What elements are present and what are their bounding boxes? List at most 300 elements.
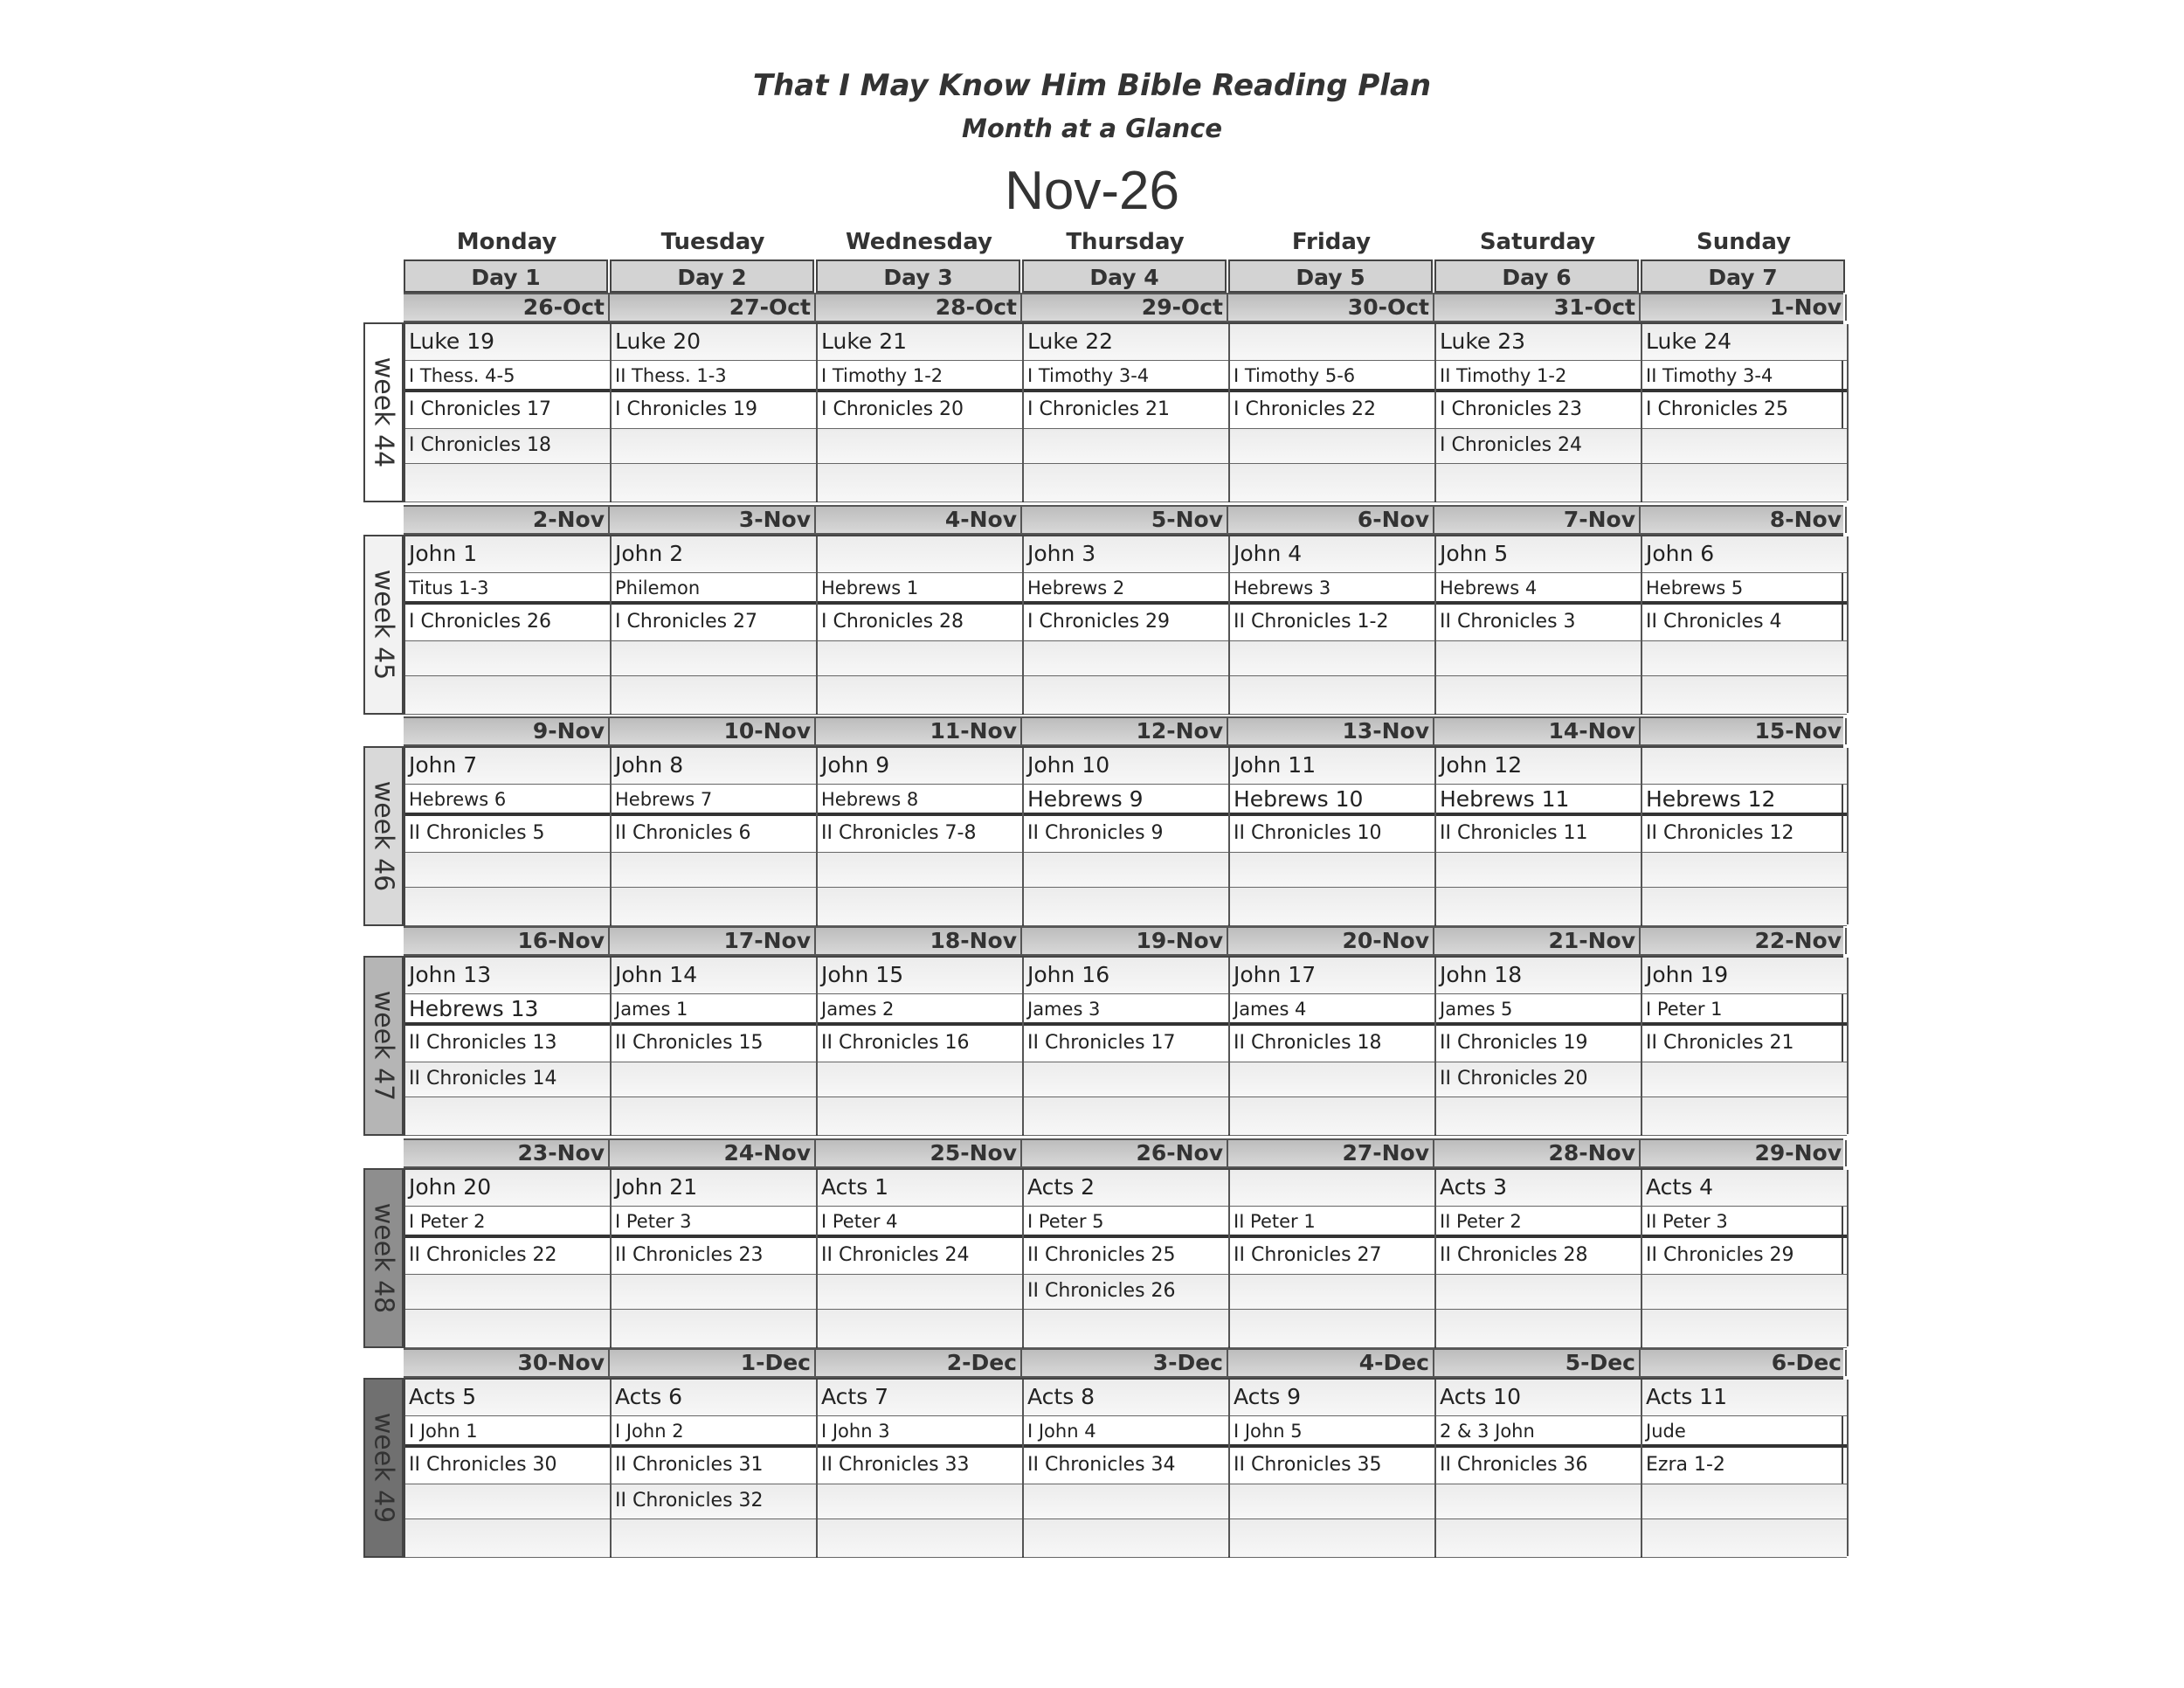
- reading-entry: [612, 1310, 816, 1348]
- reading-entry: John 20: [405, 1170, 610, 1207]
- reading-entry: [405, 1519, 610, 1558]
- reading-entry: Hebrews 10: [1230, 785, 1434, 816]
- reading-entry: Acts 2: [1024, 1170, 1228, 1207]
- reading-entry: [1024, 1097, 1228, 1136]
- reading-entry: [1642, 748, 1847, 785]
- reading-entry: I Chronicles 22: [1230, 392, 1434, 429]
- day-column: [1436, 1380, 1642, 1556]
- reading-entry: [1642, 1310, 1847, 1348]
- day-column: [1230, 1170, 1436, 1346]
- date-band: [404, 505, 1843, 535]
- reading-entry: Ezra 1-2: [1642, 1448, 1847, 1484]
- reading-entry: Hebrews 5: [1642, 573, 1847, 605]
- dayname-wednesday: Wednesday: [846, 229, 992, 255]
- dayname-tuesday: Tuesday: [660, 229, 765, 255]
- reading-entry: I John 4: [1024, 1416, 1228, 1448]
- daynum-1: Day 1: [404, 259, 608, 293]
- reading-entry: John 2: [612, 536, 816, 573]
- reading-entry: John 6: [1642, 536, 1847, 573]
- reading-entry: [818, 676, 1022, 715]
- reading-entry: [1230, 429, 1434, 464]
- reading-entry: John 16: [1024, 958, 1228, 994]
- date-band: [404, 926, 1843, 956]
- week-grid: [404, 746, 1843, 926]
- reading-entry: [1230, 853, 1434, 888]
- reading-entry: [405, 464, 610, 502]
- week-label: [363, 1168, 404, 1348]
- reading-entry: II Chronicles 31: [612, 1448, 816, 1484]
- daynum-7: Day 7: [1641, 259, 1845, 293]
- date-cell: 30-Oct: [1228, 294, 1434, 321]
- reading-entry: II Chronicles 5: [405, 816, 610, 853]
- reading-entry: II Chronicles 18: [1230, 1026, 1434, 1062]
- reading-entry: II Chronicles 6: [612, 816, 816, 853]
- reading-entry: 2 & 3 John: [1436, 1416, 1641, 1448]
- date-cell: 10-Nov: [610, 718, 816, 744]
- reading-entry: I John 5: [1230, 1416, 1434, 1448]
- date-cell: 24-Nov: [610, 1140, 816, 1166]
- reading-entry: Luke 20: [612, 324, 816, 361]
- date-cell: 1-Nov: [1641, 294, 1847, 321]
- reading-entry: [1024, 429, 1228, 464]
- reading-entry: [1436, 1097, 1641, 1136]
- date-cell: 1-Dec: [610, 1350, 816, 1376]
- reading-entry: [1642, 464, 1847, 502]
- reading-entry: II Chronicles 36: [1436, 1448, 1641, 1484]
- reading-entry: I Chronicles 25: [1642, 392, 1847, 429]
- day-column: [1230, 536, 1436, 713]
- date-cell: 6-Dec: [1641, 1350, 1847, 1376]
- reading-entry: [818, 429, 1022, 464]
- reading-entry: II Chronicles 14: [405, 1062, 610, 1097]
- reading-entry: John 8: [612, 748, 816, 785]
- reading-entry: John 9: [818, 748, 1022, 785]
- day-column: [1024, 748, 1230, 924]
- week-label-text: week 47: [368, 990, 399, 1102]
- reading-entry: James 3: [1024, 994, 1228, 1026]
- reading-entry: I Chronicles 20: [818, 392, 1022, 429]
- reading-entry: John 21: [612, 1170, 816, 1207]
- date-cell: 21-Nov: [1434, 928, 1641, 954]
- day-column: [818, 1380, 1024, 1556]
- day-column: [1642, 1170, 1849, 1346]
- reading-entry: [818, 536, 1022, 573]
- day-column: [612, 748, 818, 924]
- reading-entry: Hebrews 8: [818, 785, 1022, 816]
- week-label: [363, 956, 404, 1136]
- month-label: Nov-26: [1005, 161, 1179, 221]
- reading-entry: [818, 1062, 1022, 1097]
- reading-entry: [818, 1484, 1022, 1519]
- day-column: [1642, 1380, 1849, 1556]
- date-cell: 20-Nov: [1228, 928, 1434, 954]
- week-label-text: week 45: [368, 569, 399, 681]
- date-band: [404, 1348, 1843, 1378]
- reading-entry: Hebrews 12: [1642, 785, 1847, 816]
- reading-entry: [1642, 676, 1847, 715]
- reading-entry: [612, 464, 816, 502]
- week-label: [363, 1378, 404, 1558]
- reading-entry: John 10: [1024, 748, 1228, 785]
- day-column: [612, 1170, 818, 1346]
- date-band: [404, 293, 1843, 322]
- reading-entry: Hebrews 6: [405, 785, 610, 816]
- reading-entry: [1436, 1275, 1641, 1310]
- reading-entry: [1642, 1062, 1847, 1097]
- reading-entry: II Chronicles 1-2: [1230, 605, 1434, 641]
- reading-entry: James 1: [612, 994, 816, 1026]
- reading-entry: [818, 641, 1022, 676]
- day-column: [405, 1380, 612, 1556]
- reading-entry: [612, 1097, 816, 1136]
- reading-entry: II Chronicles 28: [1436, 1238, 1641, 1275]
- reading-entry: Hebrews 13: [405, 994, 610, 1026]
- reading-entry: Acts 3: [1436, 1170, 1641, 1207]
- reading-entry: II Chronicles 16: [818, 1026, 1022, 1062]
- reading-entry: [1642, 1519, 1847, 1558]
- page-subtitle: Month at a Glance: [961, 114, 1223, 143]
- day-column: [1024, 324, 1230, 501]
- date-cell: 15-Nov: [1641, 718, 1847, 744]
- reading-entry: Titus 1-3: [405, 573, 610, 605]
- reading-entry: [1230, 324, 1434, 361]
- day-column: [1024, 1380, 1230, 1556]
- reading-entry: I Peter 4: [818, 1207, 1022, 1238]
- reading-entry: [1436, 464, 1641, 502]
- reading-entry: Hebrews 3: [1230, 573, 1434, 605]
- reading-entry: I Timothy 3-4: [1024, 361, 1228, 392]
- date-cell: 14-Nov: [1434, 718, 1641, 744]
- week-label-text: week 48: [368, 1202, 399, 1314]
- daynum-6: Day 6: [1434, 259, 1639, 293]
- reading-entry: [1230, 1062, 1434, 1097]
- reading-entry: [1642, 853, 1847, 888]
- reading-entry: Hebrews 4: [1436, 573, 1641, 605]
- day-column: [1436, 748, 1642, 924]
- dayname-sunday: Sunday: [1696, 229, 1792, 255]
- week-grid: [404, 1168, 1843, 1348]
- date-cell: 29-Oct: [1022, 294, 1228, 321]
- dayname-monday: Monday: [456, 229, 557, 255]
- reading-entry: Hebrews 7: [612, 785, 816, 816]
- day-column: [1230, 958, 1436, 1134]
- reading-entry: [818, 464, 1022, 502]
- reading-entry: I Peter 2: [405, 1207, 610, 1238]
- reading-entry: [1024, 641, 1228, 676]
- dayname-thursday: Thursday: [1066, 229, 1185, 255]
- day-column: [405, 958, 612, 1134]
- reading-entry: [1436, 888, 1641, 926]
- date-cell: 2-Dec: [816, 1350, 1022, 1376]
- reading-entry: II Chronicles 17: [1024, 1026, 1228, 1062]
- reading-entry: I John 3: [818, 1416, 1022, 1448]
- day-column: [1436, 1170, 1642, 1346]
- day-column: [612, 536, 818, 713]
- date-cell: 5-Dec: [1434, 1350, 1641, 1376]
- reading-entry: II Chronicles 23: [612, 1238, 816, 1275]
- date-cell: 31-Oct: [1434, 294, 1641, 321]
- reading-entry: James 4: [1230, 994, 1434, 1026]
- day-column: [1642, 536, 1849, 713]
- reading-entry: II Peter 3: [1642, 1207, 1847, 1238]
- reading-entry: John 12: [1436, 748, 1641, 785]
- reading-entry: I Peter 1: [1642, 994, 1847, 1026]
- reading-entry: John 15: [818, 958, 1022, 994]
- date-cell: 19-Nov: [1022, 928, 1228, 954]
- reading-entry: II Chronicles 27: [1230, 1238, 1434, 1275]
- reading-entry: John 17: [1230, 958, 1434, 994]
- reading-entry: [1024, 1310, 1228, 1348]
- reading-entry: I Timothy 5-6: [1230, 361, 1434, 392]
- date-cell: 4-Dec: [1228, 1350, 1434, 1376]
- reading-entry: II Chronicles 32: [612, 1484, 816, 1519]
- reading-entry: John 5: [1436, 536, 1641, 573]
- reading-entry: Luke 24: [1642, 324, 1847, 361]
- reading-entry: [1230, 1170, 1434, 1207]
- reading-entry: [612, 1275, 816, 1310]
- reading-entry: Acts 1: [818, 1170, 1022, 1207]
- reading-entry: Hebrews 2: [1024, 573, 1228, 605]
- reading-entry: II Chronicles 26: [1024, 1275, 1228, 1310]
- reading-entry: James 2: [818, 994, 1022, 1026]
- day-column: [1436, 324, 1642, 501]
- week-label-text: week 46: [368, 780, 399, 892]
- reading-entry: I Timothy 1-2: [818, 361, 1022, 392]
- day-column: [1230, 1380, 1436, 1556]
- date-cell: 5-Nov: [1022, 507, 1228, 533]
- reading-entry: Acts 10: [1436, 1380, 1641, 1416]
- week-grid: [404, 322, 1843, 502]
- reading-entry: Acts 5: [405, 1380, 610, 1416]
- date-cell: 26-Oct: [404, 294, 610, 321]
- reading-entry: John 14: [612, 958, 816, 994]
- reading-entry: [612, 1519, 816, 1558]
- date-cell: 17-Nov: [610, 928, 816, 954]
- reading-entry: John 11: [1230, 748, 1434, 785]
- reading-entry: I Thess. 4-5: [405, 361, 610, 392]
- reading-entry: [1024, 1519, 1228, 1558]
- date-band: [404, 1138, 1843, 1168]
- day-column: [1436, 958, 1642, 1134]
- date-cell: 7-Nov: [1434, 507, 1641, 533]
- reading-entry: Acts 9: [1230, 1380, 1434, 1416]
- reading-entry: I Chronicles 23: [1436, 392, 1641, 429]
- date-cell: 28-Nov: [1434, 1140, 1641, 1166]
- date-cell: 6-Nov: [1228, 507, 1434, 533]
- reading-entry: [405, 1275, 610, 1310]
- reading-entry: [1230, 464, 1434, 502]
- reading-entry: II Chronicles 13: [405, 1026, 610, 1062]
- reading-entry: [405, 1097, 610, 1136]
- reading-entry: [1230, 1275, 1434, 1310]
- reading-entry: Acts 7: [818, 1380, 1022, 1416]
- reading-entry: John 4: [1230, 536, 1434, 573]
- week-label-text: week 44: [368, 356, 399, 468]
- date-cell: 11-Nov: [816, 718, 1022, 744]
- reading-entry: [1642, 1097, 1847, 1136]
- reading-entry: II Chronicles 30: [405, 1448, 610, 1484]
- day-column: [405, 324, 612, 501]
- reading-entry: [612, 676, 816, 715]
- reading-entry: II Chronicles 29: [1642, 1238, 1847, 1275]
- daynum-4: Day 4: [1022, 259, 1227, 293]
- reading-entry: [612, 1062, 816, 1097]
- reading-entry: [818, 1310, 1022, 1348]
- day-column: [1024, 536, 1230, 713]
- day-column: [1642, 958, 1849, 1134]
- reading-entry: II Chronicles 33: [818, 1448, 1022, 1484]
- day-column: [1024, 1170, 1230, 1346]
- daynum-5: Day 5: [1228, 259, 1433, 293]
- reading-entry: John 3: [1024, 536, 1228, 573]
- reading-entry: II Chronicles 3: [1436, 605, 1641, 641]
- reading-entry: [1024, 676, 1228, 715]
- reading-entry: [1436, 1310, 1641, 1348]
- dayname-saturday: Saturday: [1479, 229, 1596, 255]
- reading-entry: II Chronicles 19: [1436, 1026, 1641, 1062]
- reading-entry: II Peter 2: [1436, 1207, 1641, 1238]
- reading-entry: [405, 676, 610, 715]
- day-column: [612, 1380, 818, 1556]
- date-cell: 12-Nov: [1022, 718, 1228, 744]
- day-column: [1642, 748, 1849, 924]
- reading-entry: II Thess. 1-3: [612, 361, 816, 392]
- date-cell: 8-Nov: [1641, 507, 1847, 533]
- day-column: [818, 324, 1024, 501]
- date-cell: 18-Nov: [816, 928, 1022, 954]
- reading-entry: [405, 1484, 610, 1519]
- reading-entry: [1436, 1484, 1641, 1519]
- reading-entry: Acts 4: [1642, 1170, 1847, 1207]
- date-cell: 23-Nov: [404, 1140, 610, 1166]
- date-cell: 13-Nov: [1228, 718, 1434, 744]
- reading-entry: [818, 888, 1022, 926]
- reading-entry: [405, 888, 610, 926]
- reading-entry: II Chronicles 22: [405, 1238, 610, 1275]
- reading-entry: [1436, 1519, 1641, 1558]
- day-column: [405, 748, 612, 924]
- reading-entry: I Chronicles 28: [818, 605, 1022, 641]
- day-column: [818, 1170, 1024, 1346]
- week-label: [363, 322, 404, 502]
- day-column: [405, 1170, 612, 1346]
- reading-entry: I Peter 5: [1024, 1207, 1228, 1238]
- week-label-text: week 49: [368, 1412, 399, 1524]
- reading-entry: John 7: [405, 748, 610, 785]
- reading-entry: II Timothy 1-2: [1436, 361, 1641, 392]
- reading-entry: [1024, 888, 1228, 926]
- date-cell: 3-Dec: [1022, 1350, 1228, 1376]
- reading-entry: John 19: [1642, 958, 1847, 994]
- reading-entry: Hebrews 9: [1024, 785, 1228, 816]
- reading-entry: II Timothy 3-4: [1642, 361, 1847, 392]
- reading-entry: I Chronicles 27: [612, 605, 816, 641]
- day-column: [818, 958, 1024, 1134]
- reading-entry: II Chronicles 12: [1642, 816, 1847, 853]
- reading-entry: [612, 641, 816, 676]
- reading-entry: I John 1: [405, 1416, 610, 1448]
- reading-entry: Acts 11: [1642, 1380, 1847, 1416]
- day-column: [1230, 324, 1436, 501]
- reading-entry: [1642, 429, 1847, 464]
- reading-entry: II Chronicles 9: [1024, 816, 1228, 853]
- reading-entry: II Chronicles 20: [1436, 1062, 1641, 1097]
- reading-entry: Luke 21: [818, 324, 1022, 361]
- reading-entry: II Chronicles 7-8: [818, 816, 1022, 853]
- reading-entry: Acts 6: [612, 1380, 816, 1416]
- date-cell: 3-Nov: [610, 507, 816, 533]
- date-cell: 27-Nov: [1228, 1140, 1434, 1166]
- day-column: [1436, 536, 1642, 713]
- daynum-3: Day 3: [816, 259, 1020, 293]
- reading-entry: II Chronicles 11: [1436, 816, 1641, 853]
- date-cell: 2-Nov: [404, 507, 610, 533]
- reading-entry: [1230, 1484, 1434, 1519]
- reading-entry: Luke 23: [1436, 324, 1641, 361]
- reading-entry: Hebrews 1: [818, 573, 1022, 605]
- date-cell: 22-Nov: [1641, 928, 1847, 954]
- reading-entry: Acts 8: [1024, 1380, 1228, 1416]
- reading-entry: Luke 19: [405, 324, 610, 361]
- reading-entry: [818, 853, 1022, 888]
- reading-entry: [1230, 641, 1434, 676]
- reading-entry: I Chronicles 26: [405, 605, 610, 641]
- reading-entry: John 1: [405, 536, 610, 573]
- reading-entry: [1230, 1310, 1434, 1348]
- reading-entry: I Chronicles 19: [612, 392, 816, 429]
- reading-entry: [818, 1519, 1022, 1558]
- day-column: [818, 536, 1024, 713]
- reading-entry: [1230, 1097, 1434, 1136]
- reading-entry: I Chronicles 29: [1024, 605, 1228, 641]
- reading-entry: [1436, 853, 1641, 888]
- date-cell: 26-Nov: [1022, 1140, 1228, 1166]
- date-cell: 28-Oct: [816, 294, 1022, 321]
- reading-entry: II Chronicles 15: [612, 1026, 816, 1062]
- reading-entry: I Peter 3: [612, 1207, 816, 1238]
- reading-entry: [1642, 1484, 1847, 1519]
- daynum-2: Day 2: [610, 259, 814, 293]
- reading-entry: [1024, 853, 1228, 888]
- reading-entry: James 5: [1436, 994, 1641, 1026]
- reading-entry: I John 2: [612, 1416, 816, 1448]
- date-cell: 27-Oct: [610, 294, 816, 321]
- reading-entry: [1642, 1275, 1847, 1310]
- day-column: [405, 536, 612, 713]
- reading-entry: II Chronicles 25: [1024, 1238, 1228, 1275]
- reading-entry: [405, 641, 610, 676]
- reading-entry: [1230, 676, 1434, 715]
- reading-entry: II Chronicles 4: [1642, 605, 1847, 641]
- reading-entry: Philemon: [612, 573, 816, 605]
- week-label: [363, 535, 404, 715]
- week-grid: [404, 535, 1843, 715]
- reading-entry: John 18: [1436, 958, 1641, 994]
- day-column: [612, 958, 818, 1134]
- reading-entry: II Chronicles 34: [1024, 1448, 1228, 1484]
- reading-entry: [1024, 464, 1228, 502]
- reading-entry: [1230, 888, 1434, 926]
- reading-entry: [612, 888, 816, 926]
- page-title: That I May Know Him Bible Reading Plan: [752, 68, 1432, 103]
- date-cell: 29-Nov: [1641, 1140, 1847, 1166]
- reading-entry: I Chronicles 21: [1024, 392, 1228, 429]
- reading-entry: [1642, 888, 1847, 926]
- date-cell: 4-Nov: [816, 507, 1022, 533]
- reading-entry: I Chronicles 24: [1436, 429, 1641, 464]
- reading-entry: [612, 429, 816, 464]
- dayname-friday: Friday: [1291, 229, 1372, 255]
